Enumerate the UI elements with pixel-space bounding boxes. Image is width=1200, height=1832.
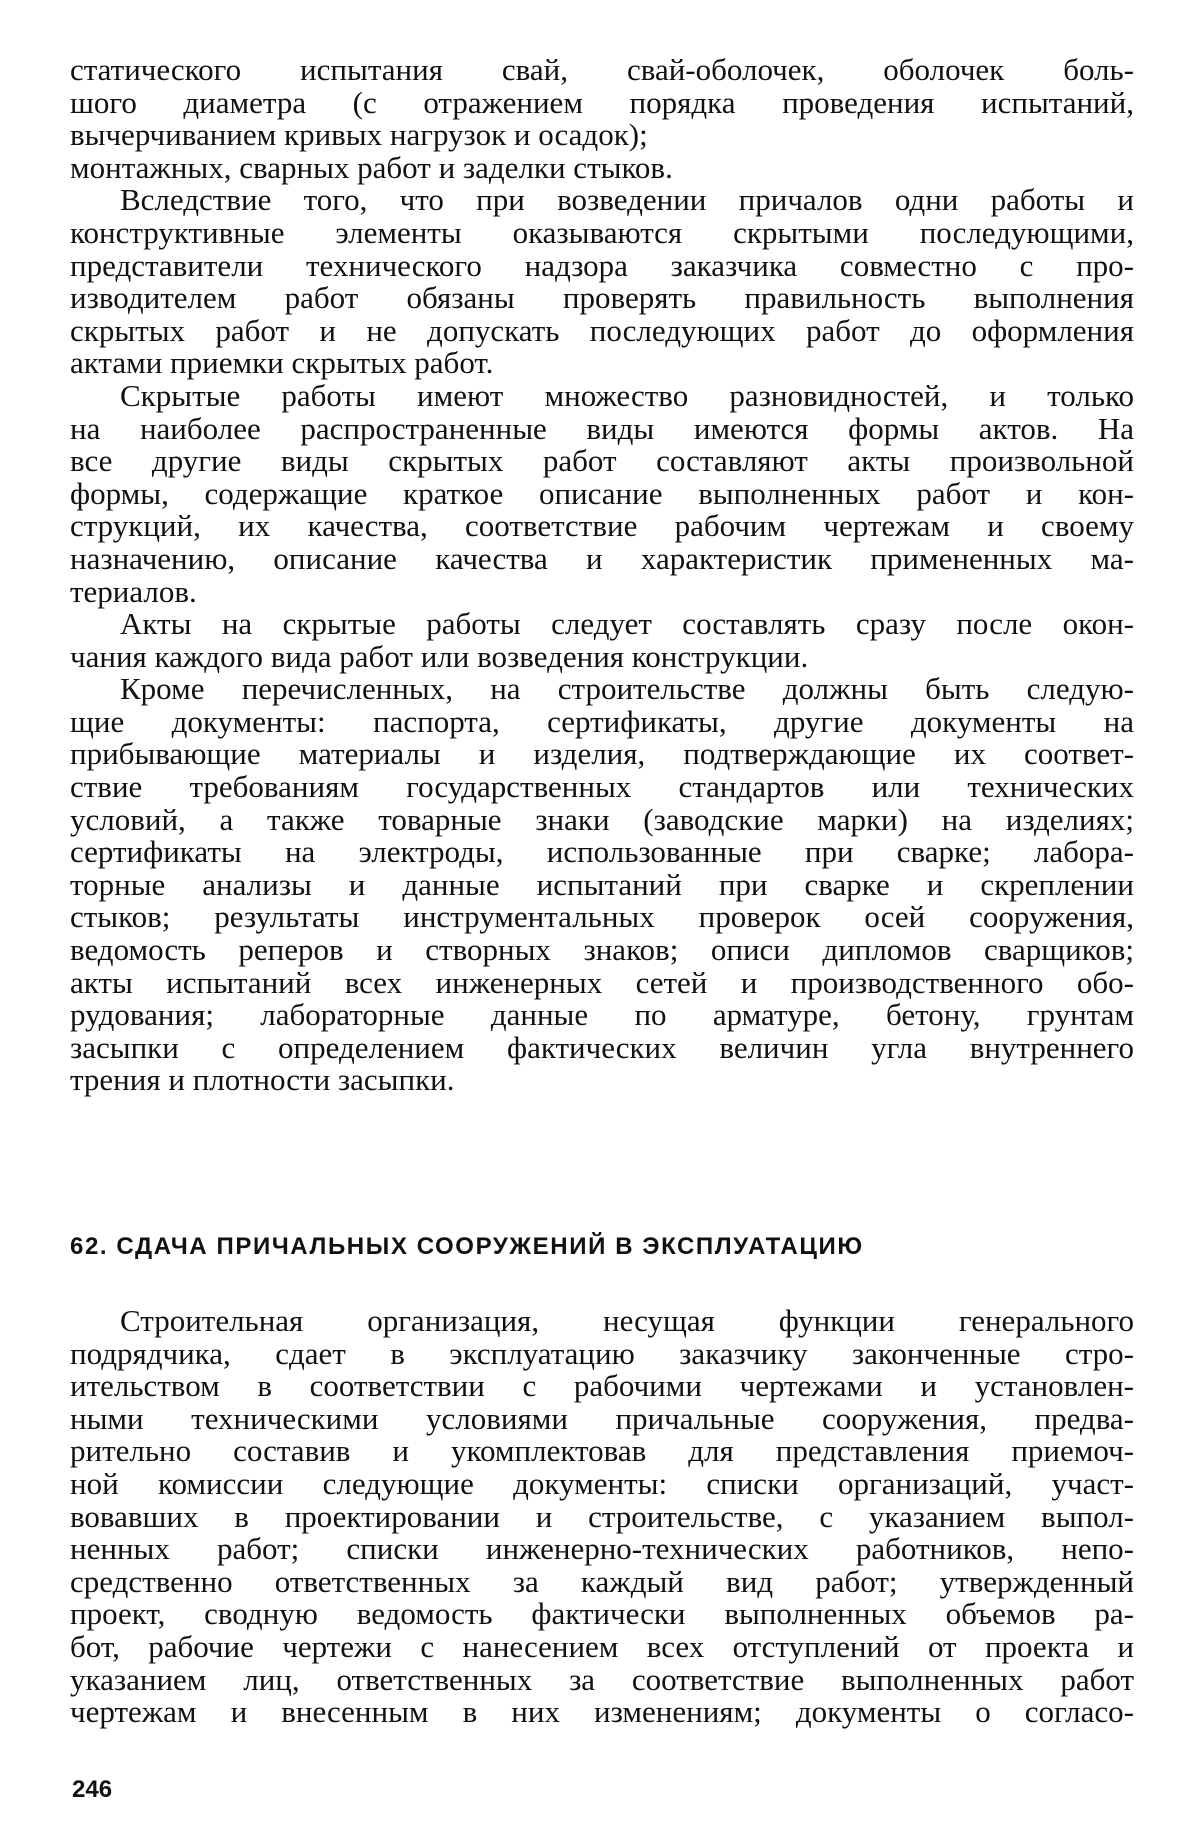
- text-line: струкций, их качества, соответствие рабочим чертежам и своему: [70, 508, 1134, 544]
- text-line: средственно ответственных за каждый вид работ; утвержденный: [70, 1563, 1134, 1599]
- text-line: акты испытаний всех инженерных сетей и производственного обо-: [70, 964, 1134, 1000]
- text-line: рительно составив и укомплектовав для представления приемоч-: [70, 1433, 1134, 1469]
- text-line: шого диаметра (с отражением порядка проведения испытаний,: [70, 84, 1134, 120]
- text-line: Строительная организация, несущая функции генерального: [120, 1303, 1134, 1338]
- text-line: чертежам и внесенным в них изменениям; документы о согласо-: [70, 1694, 1134, 1730]
- text-line: Кроме перечисленных, на строительстве должны быть следую-: [120, 671, 1134, 707]
- text-line: проект, сводную ведомость фактически выполненных объемов ра-: [70, 1596, 1134, 1632]
- text-line: указанием лиц, ответственных за соответствие выполненных работ: [70, 1661, 1134, 1697]
- text-line: щие документы: паспорта, сертификаты, другие документы на: [70, 703, 1134, 739]
- text-line: Вследствие того, что при возведении причалов одни работы и: [120, 182, 1134, 218]
- text-line: условий, а также товарные знаки (заводские марки) на изделиях;: [70, 801, 1134, 837]
- text-line: конструктивные элементы оказываются скрытыми последующими,: [70, 214, 1134, 250]
- text-line: ными техническими условиями причальные сооружения, предва-: [70, 1400, 1134, 1436]
- text-line: ведомость реперов и створных знаков; описи дипломов сварщиков;: [70, 932, 1134, 968]
- text-line: вычерчиванием кривых нагрузок и осадок);: [70, 117, 648, 153]
- text-line: рудования; лабораторные данные по арматуре, бетону, грунтам: [70, 997, 1134, 1033]
- text-line: ствие требованиям государственных стандартов или технических: [70, 769, 1134, 805]
- top-text-block: [70, 54, 1134, 1097]
- text-line: сертификаты на электроды, использованные при сварке; лабора-: [70, 834, 1134, 870]
- text-line: изводителем работ обязаны проверять правильность выполнения: [70, 280, 1134, 316]
- text-line: засыпки с определением фактических величин угла внутреннего: [70, 1029, 1134, 1065]
- text-line: териалов.: [70, 573, 197, 609]
- text-line: скрытых работ и не допускать последующих работ до оформления: [70, 312, 1134, 348]
- text-line: монтажных, сварных работ и заделки стыков.: [70, 149, 673, 185]
- text-line: стыков; результаты инструментальных проверок осей сооружения,: [70, 899, 1134, 935]
- text-line: Скрытые работы имеют множество разновидностей, и только: [120, 377, 1134, 413]
- text-line: Акты на скрытые работы следует составлять сразу после окон-: [120, 606, 1134, 642]
- section-heading: 62. СДАЧА ПРИЧАЛЬНЫХ СООРУЖЕНИЙ В ЭКСПЛУАТАЦИЮ: [70, 1233, 864, 1260]
- text-line: торные анализы и данные испытаний при сварке и скреплении: [70, 866, 1134, 902]
- text-line: все другие виды скрытых работ составляют акты произвольной: [70, 443, 1134, 479]
- text-line: статического испытания свай, свай-оболочек, оболочек боль-: [70, 52, 1134, 87]
- page-number: 246: [72, 1776, 113, 1803]
- text-line: трения и плотности засыпки.: [70, 1062, 455, 1098]
- text-line: актами приемки скрытых работ.: [70, 345, 494, 381]
- text-line: представители технического надзора заказчика совместно с про-: [70, 247, 1134, 283]
- text-line: прибывающие материалы и изделия, подтверждающие их соответ-: [70, 736, 1134, 772]
- text-line: ной комиссии следующие документы: списки организаций, участ-: [70, 1465, 1134, 1501]
- text-line: вовавших в проектировании и строительстве, с указанием выпол-: [70, 1498, 1134, 1534]
- text-line: подрядчика, сдает в эксплуатацию заказчику законченные стро-: [70, 1335, 1134, 1371]
- section-text-block: [70, 1305, 1134, 1729]
- text-line: ненных работ; списки инженерно-технических работников, непо-: [70, 1531, 1134, 1567]
- text-line: формы, содержащие краткое описание выполненных работ и кон-: [70, 475, 1134, 511]
- text-line: ительством в соответствии с рабочими чертежами и установлен-: [70, 1368, 1134, 1404]
- text-line: на наиболее распространенные виды имеются формы актов. На: [70, 410, 1134, 446]
- text-line: бот, рабочие чертежи с нанесением всех отступлений от проекта и: [70, 1628, 1134, 1664]
- text-line: чания каждого вида работ или возведения конструкции.: [70, 638, 809, 674]
- text-line: назначению, описание качества и характеристик примененных ма-: [70, 540, 1134, 576]
